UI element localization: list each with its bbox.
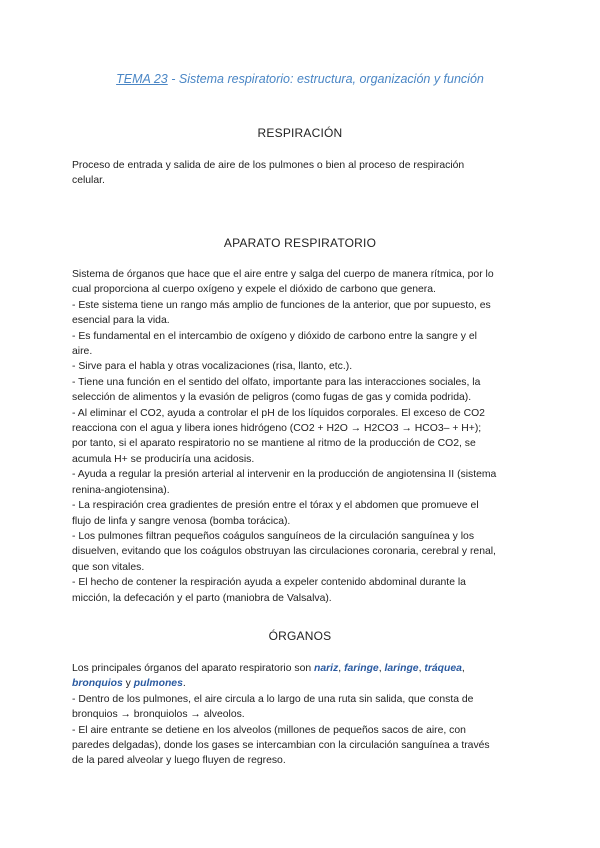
text-line: - Tiene una función en el sentido del olfato, importante para las interacciones sociales, la xyxy=(72,376,481,388)
text-line: acumula H+ se produciría una acidosis. xyxy=(72,453,255,465)
text-line: - Es fundamental en el intercambio de oxígeno y dióxido de carbono entre la sangre y el xyxy=(72,330,477,342)
organs-intro-line xyxy=(72,661,528,676)
heading-organos: ÓRGANOS xyxy=(268,629,332,643)
text-line: que son vitales. xyxy=(72,561,145,573)
separator: , xyxy=(461,663,465,674)
organ-bronquios: bronquios xyxy=(72,678,123,690)
text-line: - El hecho de contener la respiración ayuda a expeler contenido abdominal durante la xyxy=(72,577,466,589)
text-line: - Los pulmones filtran pequeños coágulos sanguíneos de la circulación sanguínea y los xyxy=(72,530,475,542)
separator: , xyxy=(378,663,385,674)
text-line: - Al eliminar el CO2, ayuda a controlar el pH de los líquidos corporales. El exceso de CO2 xyxy=(72,407,485,419)
text-line: bronquios → bronquiolos → alveolos. xyxy=(72,709,245,721)
organs-intro-text: Los principales órganos del aparato respiratorio son xyxy=(72,663,315,674)
and-word: y xyxy=(122,678,134,690)
heading-respiracion: RESPIRACIÓN xyxy=(257,126,343,140)
organ-traquea: tráquea xyxy=(424,663,462,674)
organ-pulmones: pulmones xyxy=(133,678,183,690)
text-line: reacciona con el agua y libera iones hidrógeno (CO2 + H2O → H2CO3 → HCO3– + H+); xyxy=(72,423,482,435)
text-line: celular. xyxy=(72,175,105,187)
text-line: de la pared alveolar y luego fluyen de regreso. xyxy=(72,755,286,767)
text-line: - Dentro de los pulmones, el aire circula a lo largo de una ruta sin salida, que consta de xyxy=(72,693,474,705)
text-line: Proceso de entrada y salida de aire de los pulmones o bien al proceso de respiración xyxy=(72,160,465,171)
text-line: por tanto, si el aparato respiratorio no se mantiene al ritmo de la producción de CO2, se xyxy=(72,438,476,450)
text-line: - Ayuda a regular la presión arterial al intervenir en la producción de angiotensina II (sistema xyxy=(72,469,497,481)
text-line: - Este sistema tiene un rango más amplio de funciones de la anterior, que por supuesto, es xyxy=(72,299,491,311)
separator: , xyxy=(338,663,345,674)
text-line: aire. xyxy=(72,346,93,358)
title-text: - Sistema respiratorio: estructura, organización y función xyxy=(167,72,484,86)
heading-aparato-respiratorio: APARATO RESPIRATORIO xyxy=(223,236,377,250)
organs-second-line xyxy=(72,676,528,691)
text-line: renina-angiotensina). xyxy=(72,484,170,496)
tema-link[interactable]: TEMA 23 xyxy=(116,72,168,86)
organ-nariz: nariz xyxy=(314,663,339,674)
text-line: micción, la defecación y el parto (maniobra de Valsalva). xyxy=(72,592,332,604)
organos-paragraph xyxy=(72,661,528,769)
text-line: - El aire entrante se detiene en los alveolos (millones de pequeños sacos de aire, con xyxy=(72,724,466,736)
separator: , xyxy=(418,663,425,674)
text-line: flujo de linfa y sangre venosa (bomba torácica). xyxy=(72,515,291,527)
text-line: - La respiración crea gradientes de presión entre el tórax y el abdomen que promueve el xyxy=(72,500,479,512)
organ-laringe: laringe xyxy=(384,663,419,674)
text-line: disuelven, evitando que los coágulos obstruyan las circulaciones coronaria, cerebral y renal, xyxy=(72,546,496,558)
aparato-paragraph xyxy=(72,267,528,606)
text-line: - Sirve para el habla y otras vocalizaciones (risa, llanto, etc.). xyxy=(72,361,353,373)
document-title xyxy=(0,72,600,86)
end-period: . xyxy=(182,678,186,690)
respiracion-paragraph xyxy=(72,158,528,189)
text-line: esencial para la vida. xyxy=(72,315,170,327)
text-line: selección de alimentos y la evasión de peligros (como fugas de gas y comida podrida). xyxy=(72,392,472,404)
text-line: paredes delgadas), donde los gases se intercambian con la circulación sanguínea a través xyxy=(72,740,490,752)
text-line: Sistema de órganos que hace que el aire entre y salga del cuerpo de manera rítmica, por lo xyxy=(72,269,494,280)
text-line: cual proporciona al cuerpo oxígeno y expele el dióxido de carbono que genera. xyxy=(72,284,436,296)
organ-faringe: faringe xyxy=(344,663,379,674)
